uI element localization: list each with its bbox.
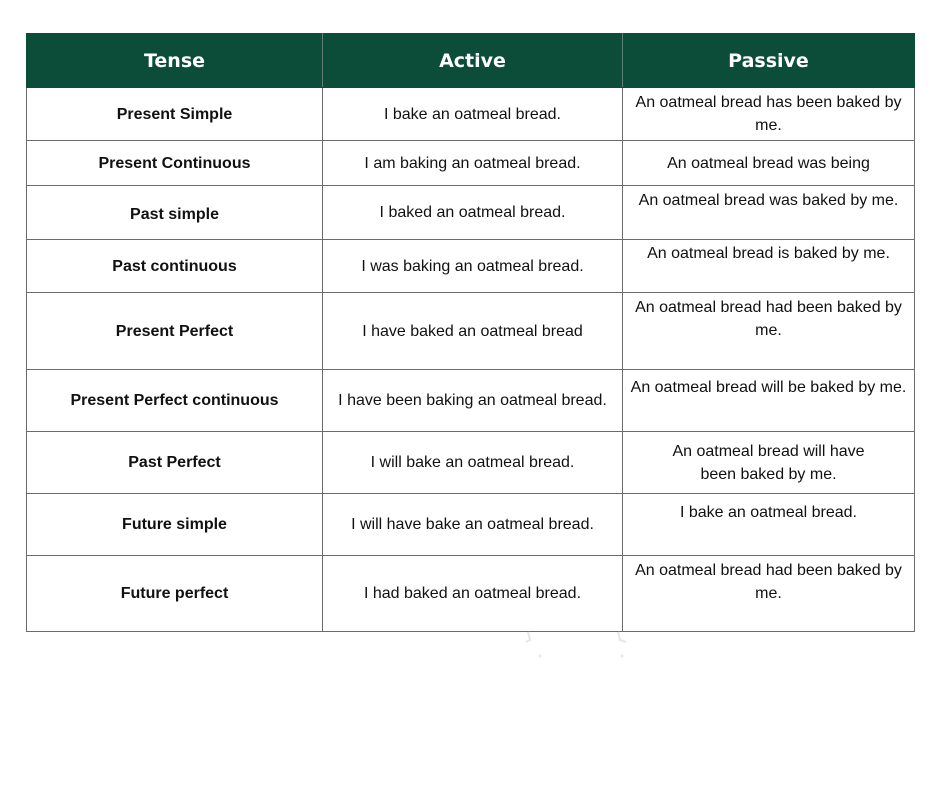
active-cell: I had baked an oatmeal bread. (323, 556, 623, 632)
passive-cell: An oatmeal bread is baked by me. (623, 240, 915, 293)
table-header-row (27, 34, 915, 88)
table-row (27, 240, 915, 293)
passive-cell: I bake an oatmeal bread. (623, 494, 915, 556)
tense-cell: Past simple (27, 186, 323, 240)
active-cell: I have baked an oatmeal bread (323, 293, 623, 370)
passive-cell: An oatmeal bread will be baked by me. (623, 370, 915, 432)
tense-table (26, 33, 915, 632)
tense-cell: Present Perfect continuous (27, 370, 323, 432)
header-passive: Passive (623, 34, 915, 88)
table-row (27, 293, 915, 370)
active-cell: I was baking an oatmeal bread. (323, 240, 623, 293)
tense-cell: Present Perfect (27, 293, 323, 370)
header-active: Active (323, 34, 623, 88)
active-cell: I am baking an oatmeal bread. (323, 141, 623, 186)
table-row (27, 494, 915, 556)
active-cell: I bake an oatmeal bread. (323, 88, 623, 141)
tense-cell: Future simple (27, 494, 323, 556)
table-row (27, 141, 915, 186)
tense-cell: Past Perfect (27, 432, 323, 494)
active-cell: I baked an oatmeal bread. (323, 186, 623, 240)
tense-cell: Present Continuous (27, 141, 323, 186)
active-cell: I have been baking an oatmeal bread. (323, 370, 623, 432)
active-cell: I will bake an oatmeal bread. (323, 432, 623, 494)
table-row (27, 432, 915, 494)
faint-watermark-mark (522, 630, 632, 666)
passive-cell: An oatmeal bread had been baked by me. (623, 293, 915, 370)
table-row (27, 556, 915, 632)
passive-cell: An oatmeal bread has been baked by me. (623, 88, 915, 141)
table-row (27, 186, 915, 240)
table-row (27, 88, 915, 141)
tense-cell: Future perfect (27, 556, 323, 632)
passive-cell: An oatmeal bread had been baked by me. (623, 556, 915, 632)
table-row (27, 370, 915, 432)
passive-cell: An oatmeal bread was baked by me. (623, 186, 915, 240)
tense-cell: Present Simple (27, 88, 323, 141)
active-cell: I will have bake an oatmeal bread. (323, 494, 623, 556)
tense-table-container (26, 33, 914, 632)
header-tense: Tense (27, 34, 323, 88)
tense-cell: Past continuous (27, 240, 323, 293)
passive-cell: An oatmeal bread was being (623, 141, 915, 186)
passive-cell: An oatmeal bread will have been baked by me. (623, 432, 915, 494)
